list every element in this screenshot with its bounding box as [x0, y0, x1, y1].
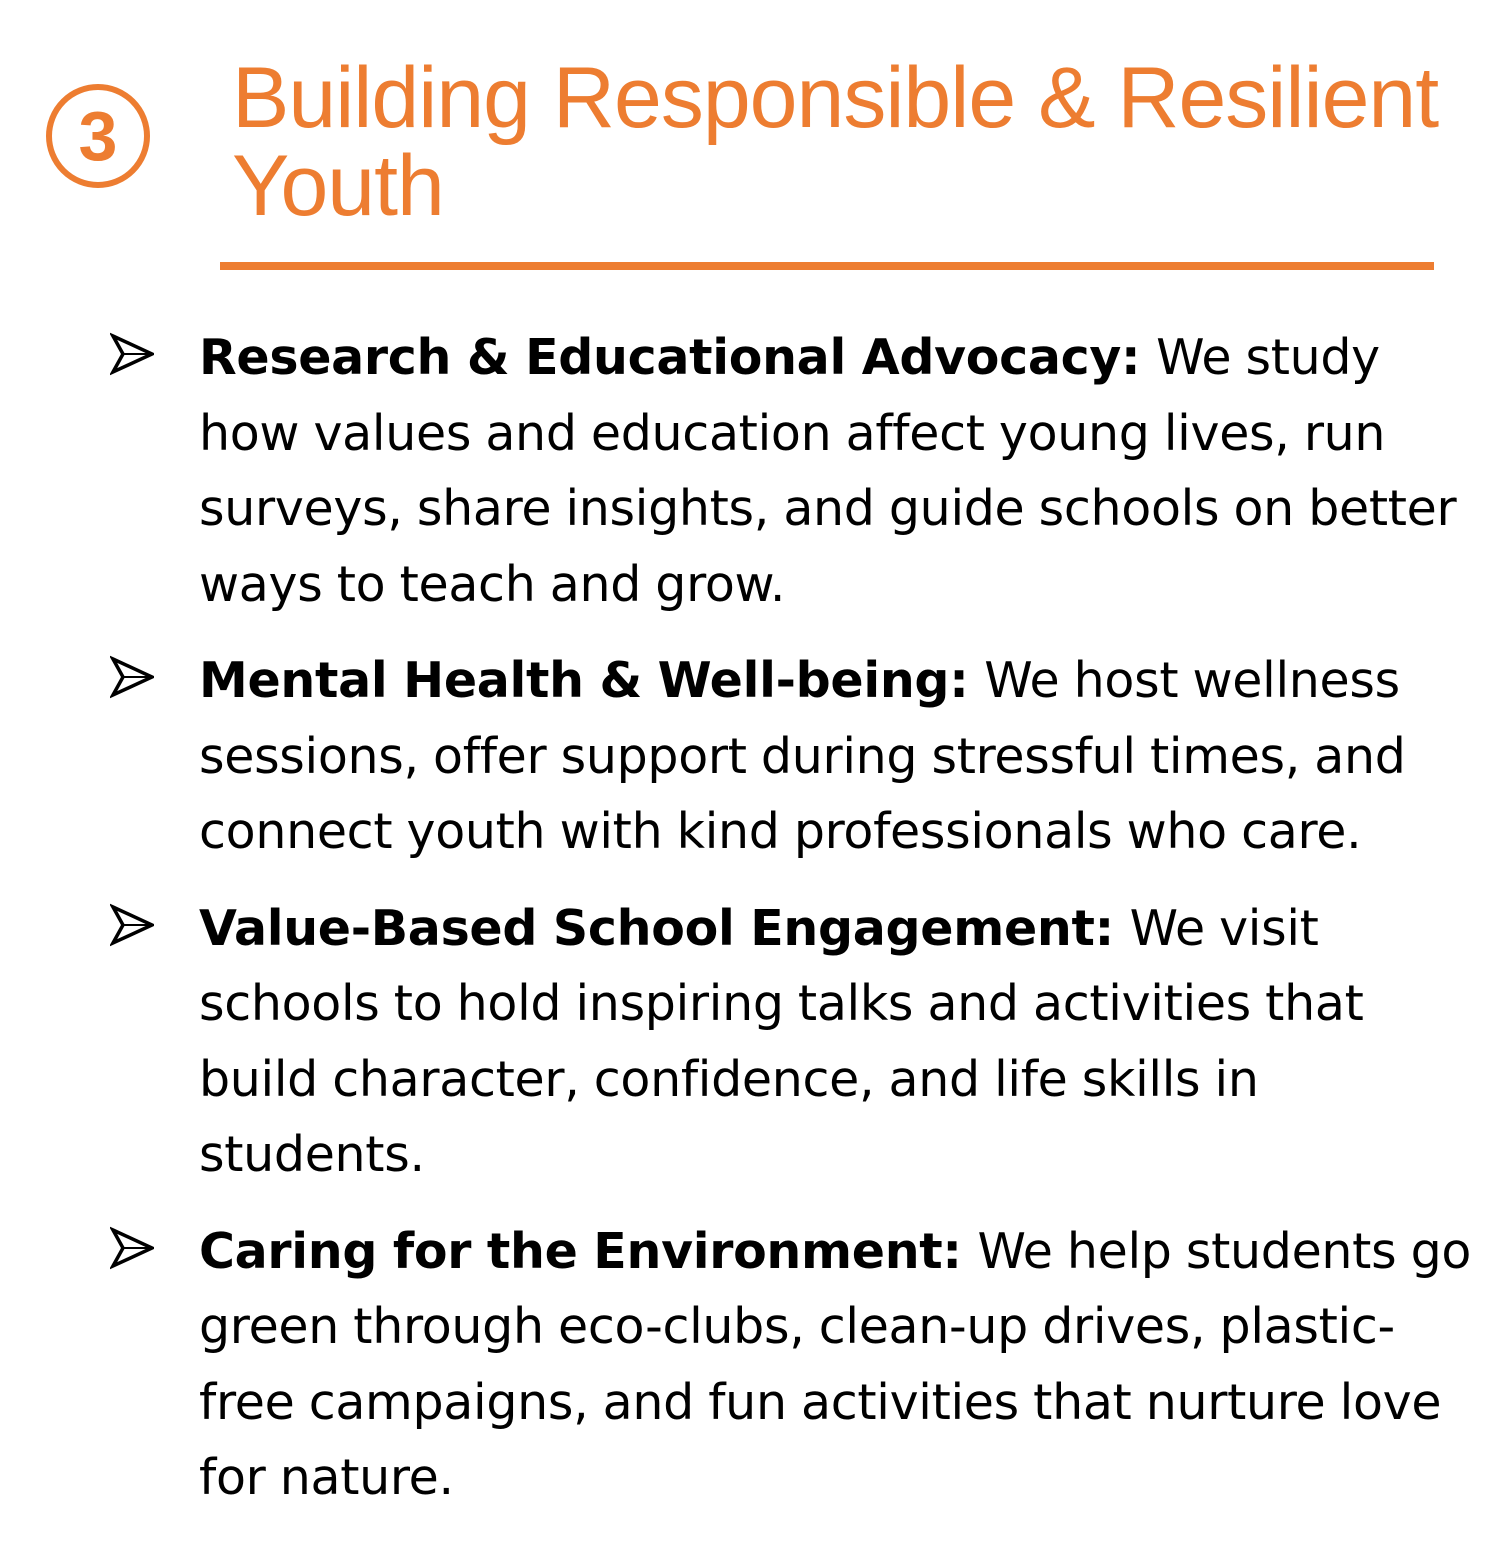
list-item — [0, 891, 1502, 1193]
bullet-list — [0, 320, 1502, 1516]
arrow-bullet-icon — [110, 332, 154, 376]
bullet-heading: Caring for the Environment: — [199, 1222, 978, 1280]
list-item — [0, 643, 1502, 870]
bullet-text: We study how values and education affect young lives, run surveys, share insights, and guide schools on better ways to teach and grow. — [199, 329, 1457, 613]
list-item — [0, 320, 1502, 622]
bullet-text: We visit schools to hold inspiring talks and activities that build character, confidence, and life skills in students. — [199, 899, 1364, 1183]
title-underline-divider — [220, 262, 1434, 270]
arrow-bullet-icon — [110, 903, 154, 947]
bullet-heading: Research & Educational Advocacy: — [199, 329, 1157, 386]
bullet-heading: Mental Health & Well-being: — [199, 652, 985, 709]
bullet-text: We help students go green through eco-clubs, clean-up drives, plastic-free campaigns, and fun activities that nurture love for nature. — [199, 1222, 1472, 1506]
page-title: Building Responsible & Resilient Youth — [232, 50, 1439, 234]
bullet-heading: Value-Based School Engagement: — [199, 899, 1130, 957]
section-number-badge — [46, 84, 150, 188]
list-item — [0, 1214, 1502, 1516]
bullet-text: We host wellness sessions, offer support during stressful times, and connect youth with kind professionals who care. — [199, 652, 1406, 860]
section-number: 3 — [78, 97, 118, 175]
arrow-bullet-icon — [110, 1226, 154, 1270]
arrow-bullet-icon — [110, 655, 154, 699]
